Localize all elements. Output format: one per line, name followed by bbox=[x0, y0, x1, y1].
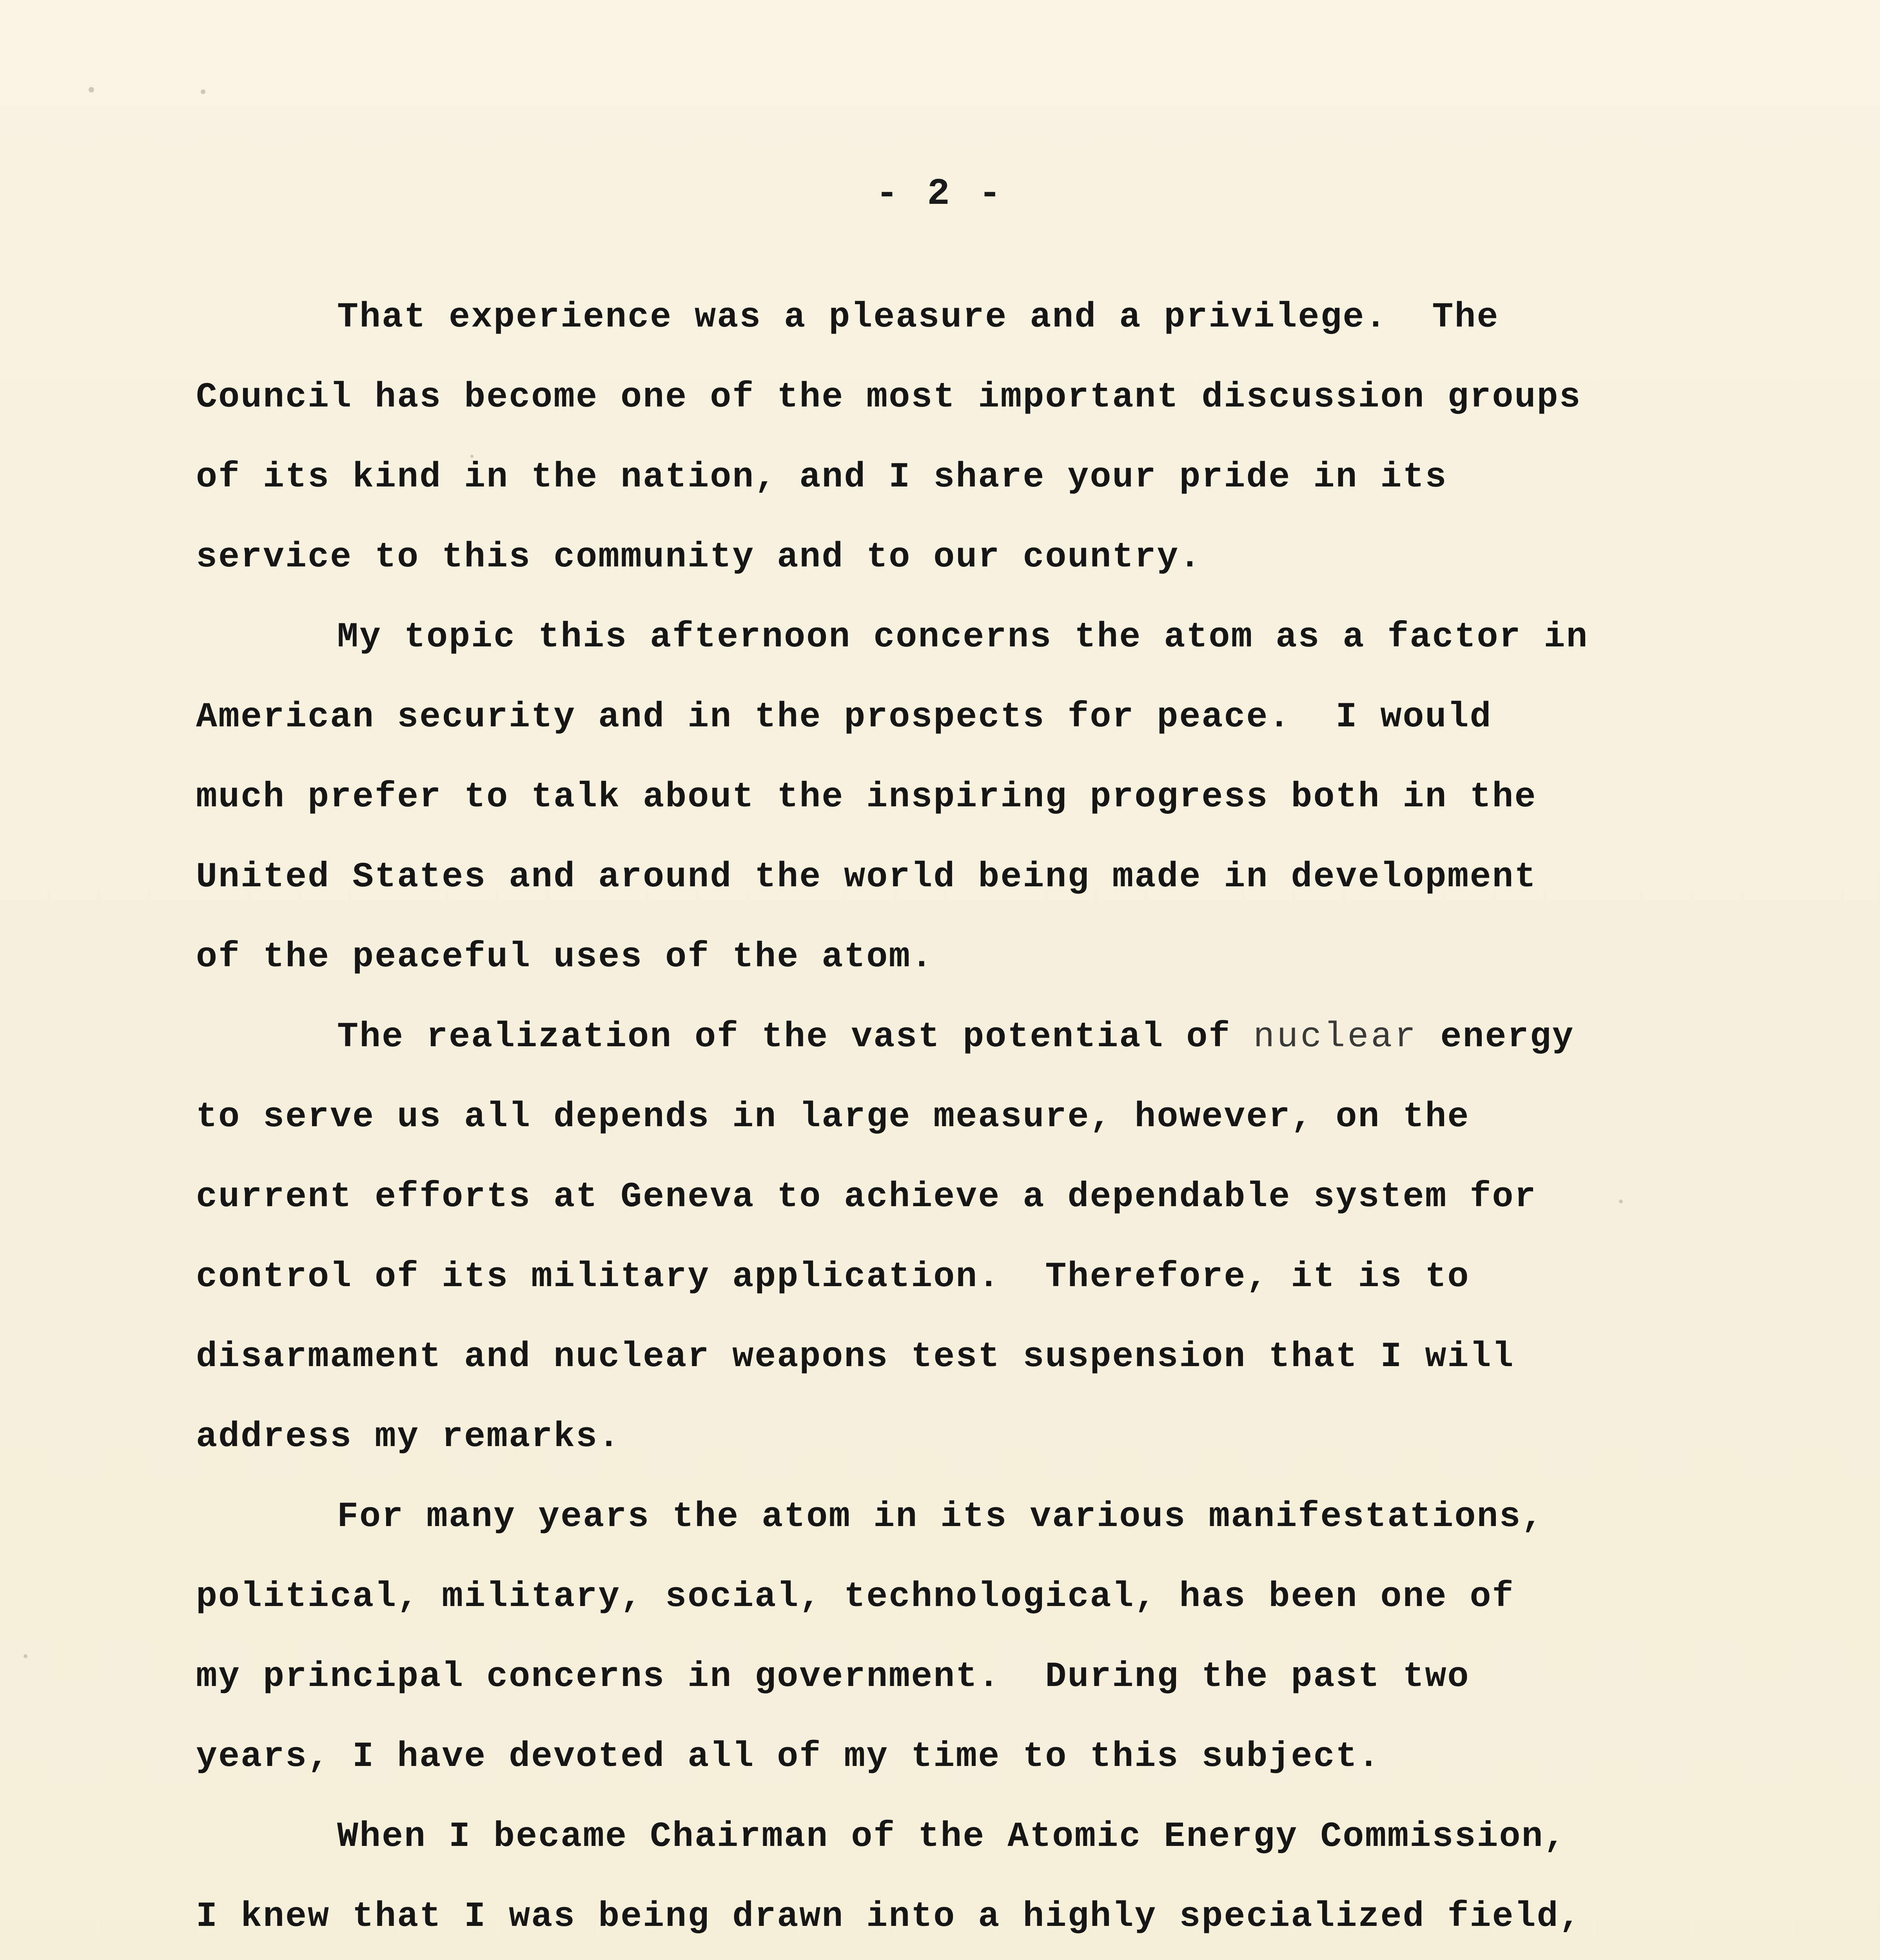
text-line bbox=[196, 837, 1686, 917]
text-line-content: control of its military application. Therefore, it is to bbox=[196, 1257, 1470, 1297]
text-line-content: address my remarks. bbox=[196, 1417, 621, 1457]
text-line bbox=[196, 1397, 1686, 1477]
text-line bbox=[196, 1797, 1686, 1877]
text-line-content: United States and around the world being made in development bbox=[196, 857, 1537, 897]
text-line bbox=[196, 1957, 1686, 1960]
text-line-content: For many years the atom in its various manifestations, bbox=[337, 1497, 1544, 1537]
paper-speck bbox=[201, 89, 205, 94]
text-line bbox=[196, 278, 1686, 358]
paper-speck bbox=[89, 87, 94, 93]
text-line-continuation: energy bbox=[1418, 1017, 1575, 1057]
text-line-content: My topic this afternoon concerns the atom as a factor in bbox=[337, 617, 1589, 657]
text-line bbox=[196, 1557, 1686, 1637]
text-line-content: When I became Chairman of the Atomic Energy Commission, bbox=[337, 1817, 1566, 1857]
text-line bbox=[196, 1477, 1686, 1557]
text-line bbox=[196, 997, 1686, 1077]
text-line bbox=[196, 437, 1686, 517]
text-line-content: The realization of the vast potential of bbox=[337, 1017, 1254, 1057]
text-line bbox=[196, 1877, 1686, 1957]
text-line bbox=[196, 677, 1686, 757]
text-line-content: of its kind in the nation, and I share your pride in its bbox=[196, 457, 1448, 497]
text-line-content: to serve us all depends in large measure, however, on the bbox=[196, 1097, 1470, 1137]
text-line-content: of the peaceful uses of the atom. bbox=[196, 937, 934, 977]
paper-speck bbox=[24, 1654, 27, 1658]
text-line bbox=[196, 517, 1686, 597]
text-line bbox=[196, 597, 1686, 677]
text-line bbox=[196, 1317, 1686, 1397]
text-line bbox=[196, 917, 1686, 997]
text-line bbox=[196, 1157, 1686, 1237]
text-line bbox=[196, 757, 1686, 837]
text-line-content: current efforts at Geneva to achieve a dependable system for bbox=[196, 1177, 1537, 1217]
text-line-content: political, military, social, technological, has been one of bbox=[196, 1577, 1515, 1617]
text-line bbox=[196, 1077, 1686, 1157]
text-line-content: disarmament and nuclear weapons test suspension that I will bbox=[196, 1337, 1515, 1377]
text-line bbox=[196, 358, 1686, 437]
text-line bbox=[196, 1717, 1686, 1797]
text-line-content: American security and in the prospects for peace. I would bbox=[196, 697, 1492, 737]
text-line-content: That experience was a pleasure and a privilege. The bbox=[337, 298, 1499, 338]
text-line-content: Council has become one of the most important discussion groups bbox=[196, 377, 1582, 417]
text-line-content: service to this community and to our country. bbox=[196, 537, 1202, 577]
typed-correction: nuclear bbox=[1253, 1017, 1418, 1057]
text-line-content: years, I have devoted all of my time to this subject. bbox=[196, 1737, 1381, 1777]
text-line-content: my principal concerns in government. During the past two bbox=[196, 1657, 1470, 1697]
text-line bbox=[196, 1637, 1686, 1717]
page-number: - 2 - bbox=[875, 172, 1005, 215]
text-line-content: I knew that I was being drawn into a highly specialized field, bbox=[196, 1897, 1582, 1937]
document-body bbox=[196, 278, 1686, 1960]
text-line bbox=[196, 1237, 1686, 1317]
text-line-content: much prefer to talk about the inspiring progress both in the bbox=[196, 777, 1537, 817]
